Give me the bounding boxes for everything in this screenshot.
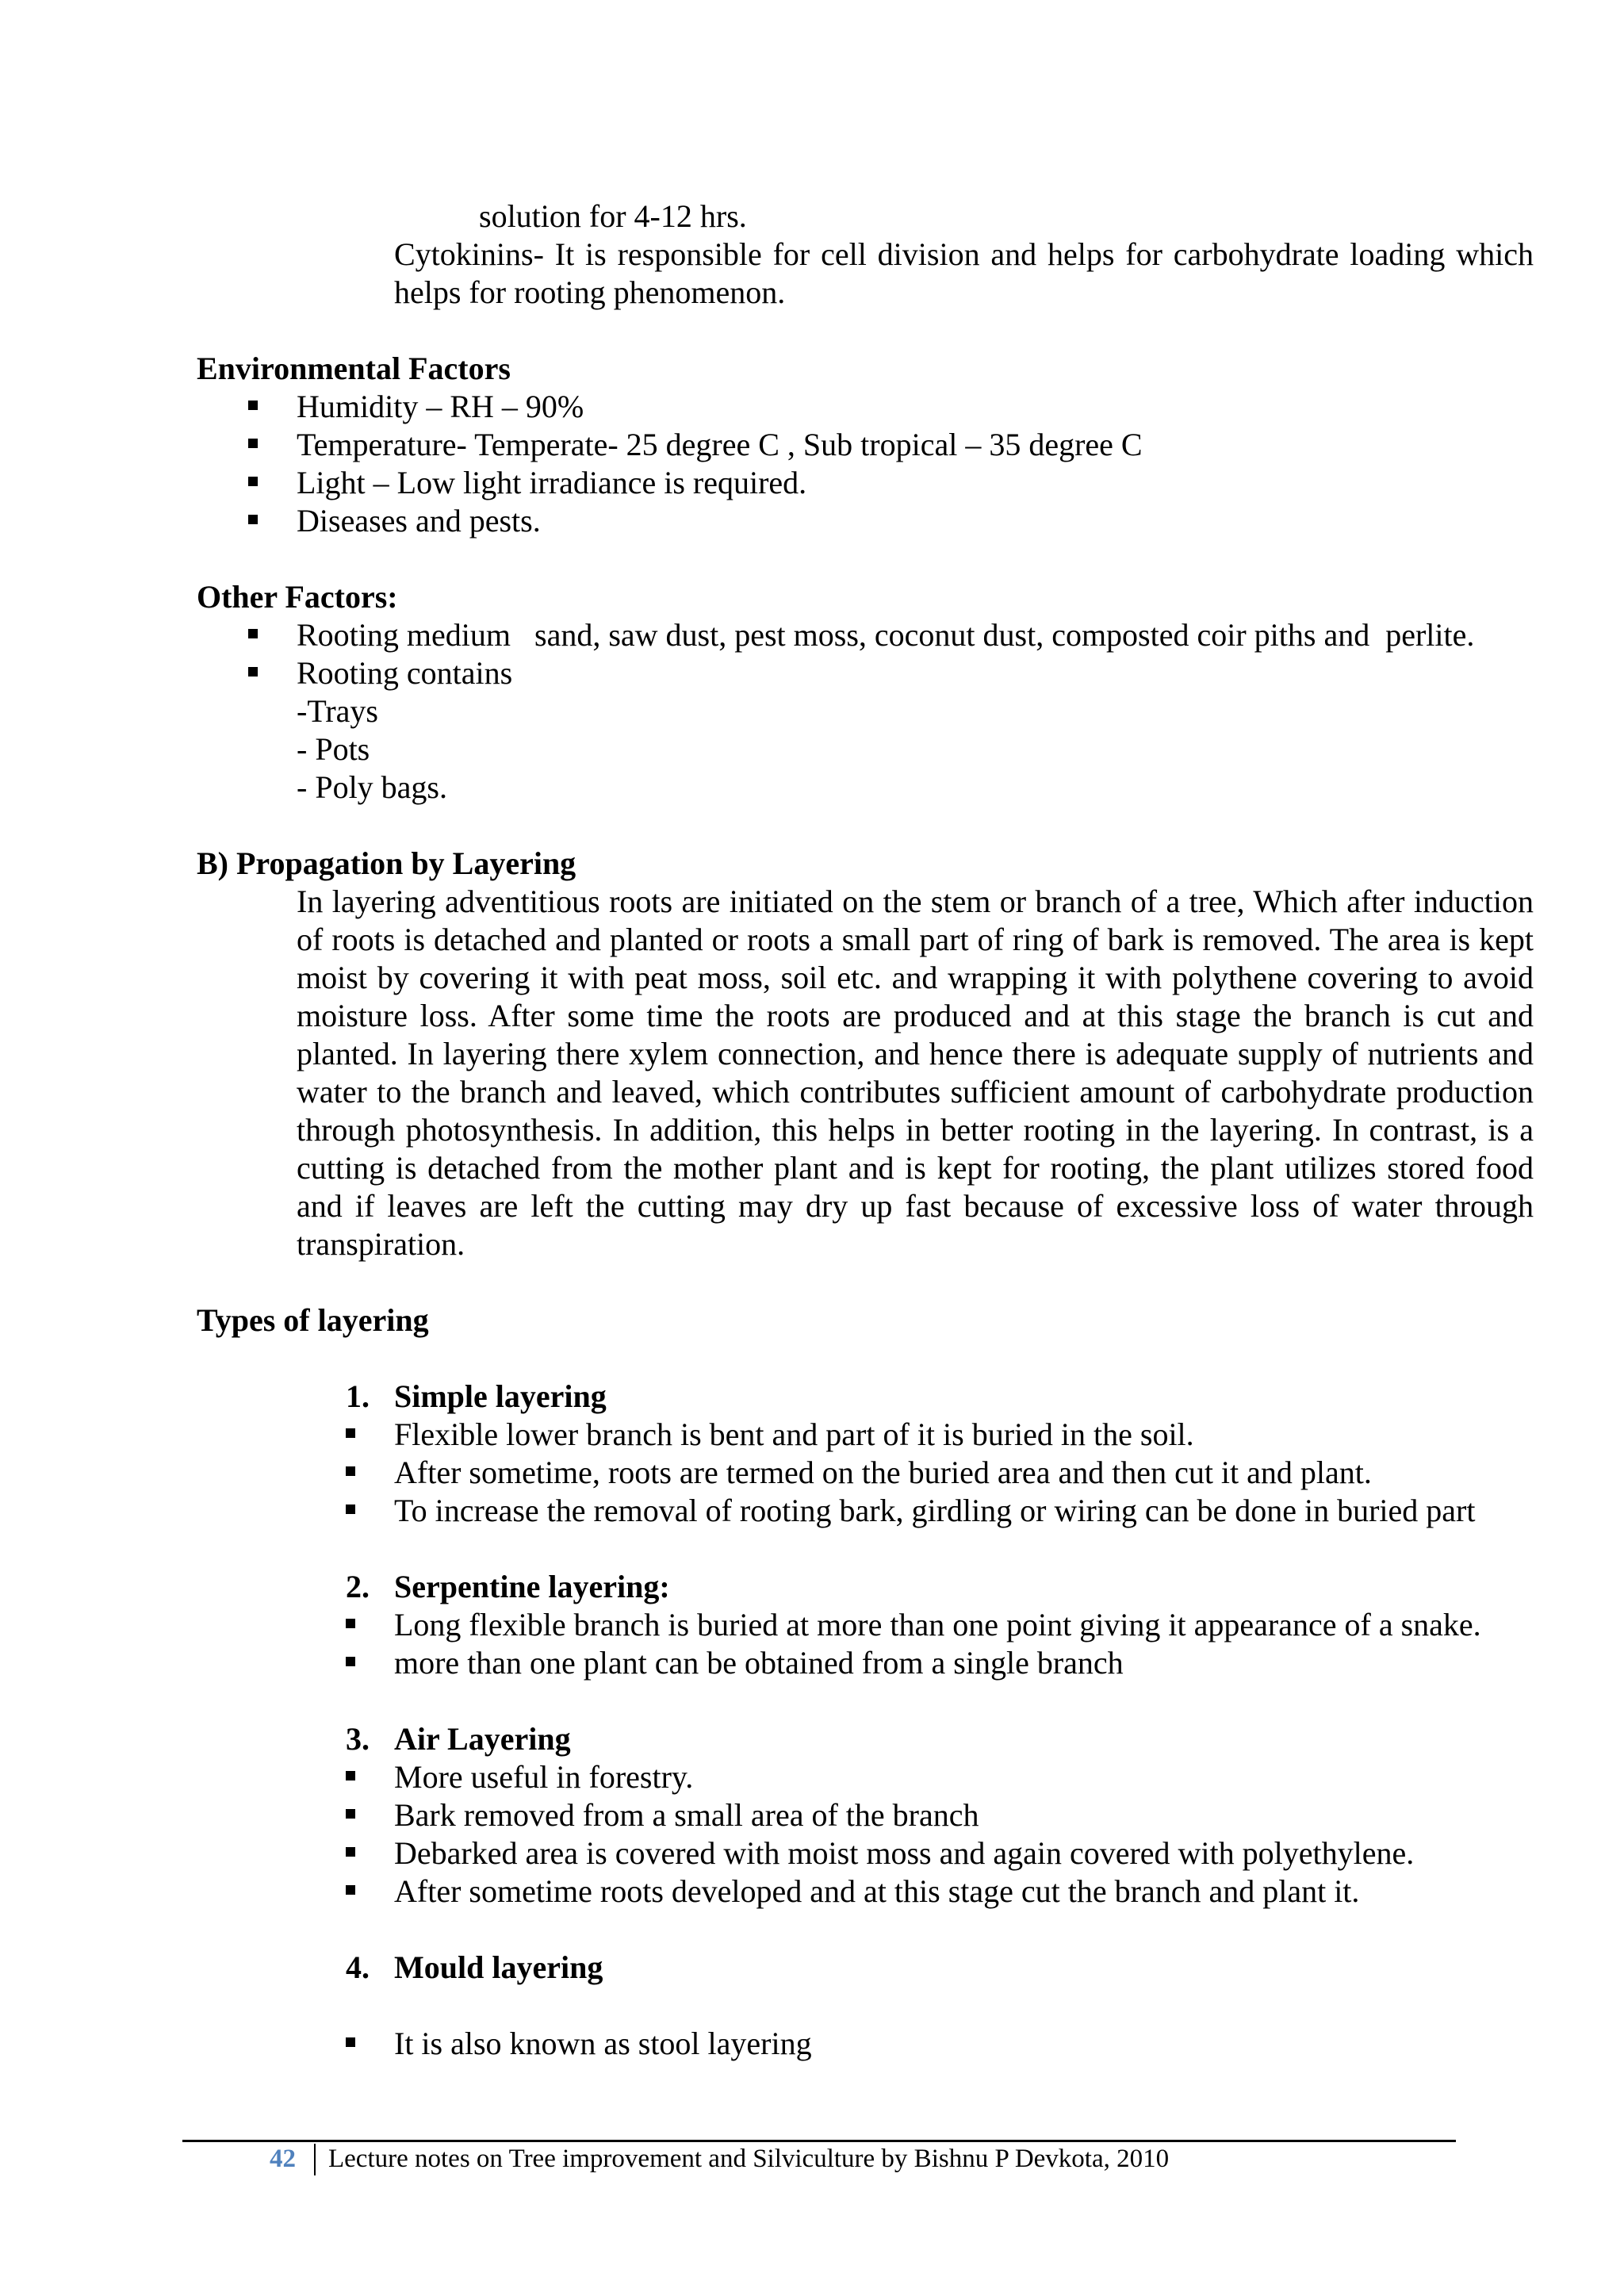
square-bullet-icon	[248, 477, 258, 486]
list-item: More useful in forestry.	[346, 1758, 1583, 1796]
list-item: Humidity – RH – 90%	[248, 388, 1557, 426]
air-layering-list	[346, 1758, 1583, 1911]
mould-layering-title: 4. Mould layering	[346, 1949, 603, 1985]
cytokinins-paragraph: Cytokinins- It is responsible for cell division and helps for carbohydrate loading which helps for rooting phenomenon.	[394, 236, 1534, 310]
footer-separator	[314, 2144, 316, 2175]
square-bullet-icon	[346, 2037, 355, 2047]
mould-layering-list	[346, 2025, 1583, 2063]
square-bullet-icon	[346, 1466, 355, 1476]
list-item: Debarked area is covered with moist moss and again covered with polyethylene.	[346, 1834, 1583, 1872]
layering-paragraph: In layering adventitious roots are initiated on the stem or branch of a tree, Which after induction of roots is detached and planted or roots a small part of ring of bark is removed. The area is kept moist by covering it with peat moss, soil etc. and wrapping it with polythene covering to avoid moisture loss. After some time the roots are produced and at this stage the branch is cut and planted. In layering there xylem connection, and hence there is adequate supply of nutrients and water to the branch and leaved, which contributes sufficient amount of carbohydrate production through photosynthesis. In addition, this helps in better rooting in the layering. In contrast, is a cutting is detached from the mother plant and is kept for rooting, the plant utilizes stored food and if leaves are left the cutting may dry up fast because of excessive loss of water through transpiration.	[297, 884, 1534, 1262]
footer-text: Lecture notes on Tree improvement and Silviculture by Bishnu P Devkota, 2010	[328, 2145, 1170, 2173]
list-item: After sometime roots developed and at this stage cut the branch and plant it.	[346, 1872, 1583, 1911]
layering-heading: B) Propagation by Layering	[197, 845, 576, 881]
list-item: Rooting contains	[248, 654, 1596, 692]
square-bullet-icon	[346, 1847, 355, 1857]
other-factors-heading: Other Factors:	[197, 579, 398, 615]
environmental-factors-heading: Environmental Factors	[197, 351, 511, 386]
square-bullet-icon	[346, 1657, 355, 1666]
square-bullet-icon	[248, 439, 258, 448]
square-bullet-icon	[346, 1619, 355, 1628]
list-item: It is also known as stool layering	[346, 2025, 1583, 2063]
list-item: Light – Low light irradiance is required.	[248, 464, 1557, 502]
types-of-layering-heading: Types of layering	[197, 1302, 429, 1338]
other-factors-list	[248, 616, 1596, 692]
serpentine-layering-title: 2. Serpentine layering:	[346, 1569, 670, 1604]
square-bullet-icon	[346, 1809, 355, 1819]
list-item: -Trays	[297, 693, 378, 729]
list-item: - Poly bags.	[297, 769, 447, 805]
square-bullet-icon	[248, 515, 258, 524]
square-bullet-icon	[346, 1771, 355, 1780]
simple-layering-list	[346, 1416, 1583, 1530]
square-bullet-icon	[248, 629, 258, 638]
rooting-containers-list	[297, 692, 447, 807]
list-item: Flexible lower branch is bent and part of it is buried in the soil.	[346, 1416, 1583, 1454]
list-item: Long flexible branch is buried at more than one point giving it appearance of a snake.	[346, 1606, 1583, 1644]
environmental-factors-list	[248, 388, 1557, 540]
list-item: more than one plant can be obtained from a single branch	[346, 1644, 1583, 1682]
list-item: After sometime, roots are termed on the buried area and then cut it and plant.	[346, 1454, 1583, 1492]
list-item: Temperature- Temperate- 25 degree C , Sub tropical – 35 degree C	[248, 426, 1557, 464]
square-bullet-icon	[346, 1885, 355, 1895]
square-bullet-icon	[346, 1428, 355, 1438]
hormone-continuation: solution for 4-12 hrs.	[479, 198, 747, 234]
simple-layering-title: 1. Simple layering	[346, 1378, 607, 1414]
list-item: Rooting medium sand, saw dust, pest moss, coconut dust, composted coir piths and perlite.	[248, 616, 1596, 654]
list-item: - Pots	[297, 731, 370, 767]
air-layering-title: 3. Air Layering	[346, 1721, 571, 1757]
page-number: 42	[270, 2145, 296, 2173]
list-item: To increase the removal of rooting bark, girdling or wiring can be done in buried part	[346, 1492, 1583, 1530]
square-bullet-icon	[248, 667, 258, 677]
list-item: Diseases and pests.	[248, 502, 1557, 540]
square-bullet-icon	[248, 401, 258, 410]
serpentine-layering-list	[346, 1606, 1583, 1682]
list-item: Bark removed from a small area of the branch	[346, 1796, 1583, 1834]
square-bullet-icon	[346, 1504, 355, 1514]
